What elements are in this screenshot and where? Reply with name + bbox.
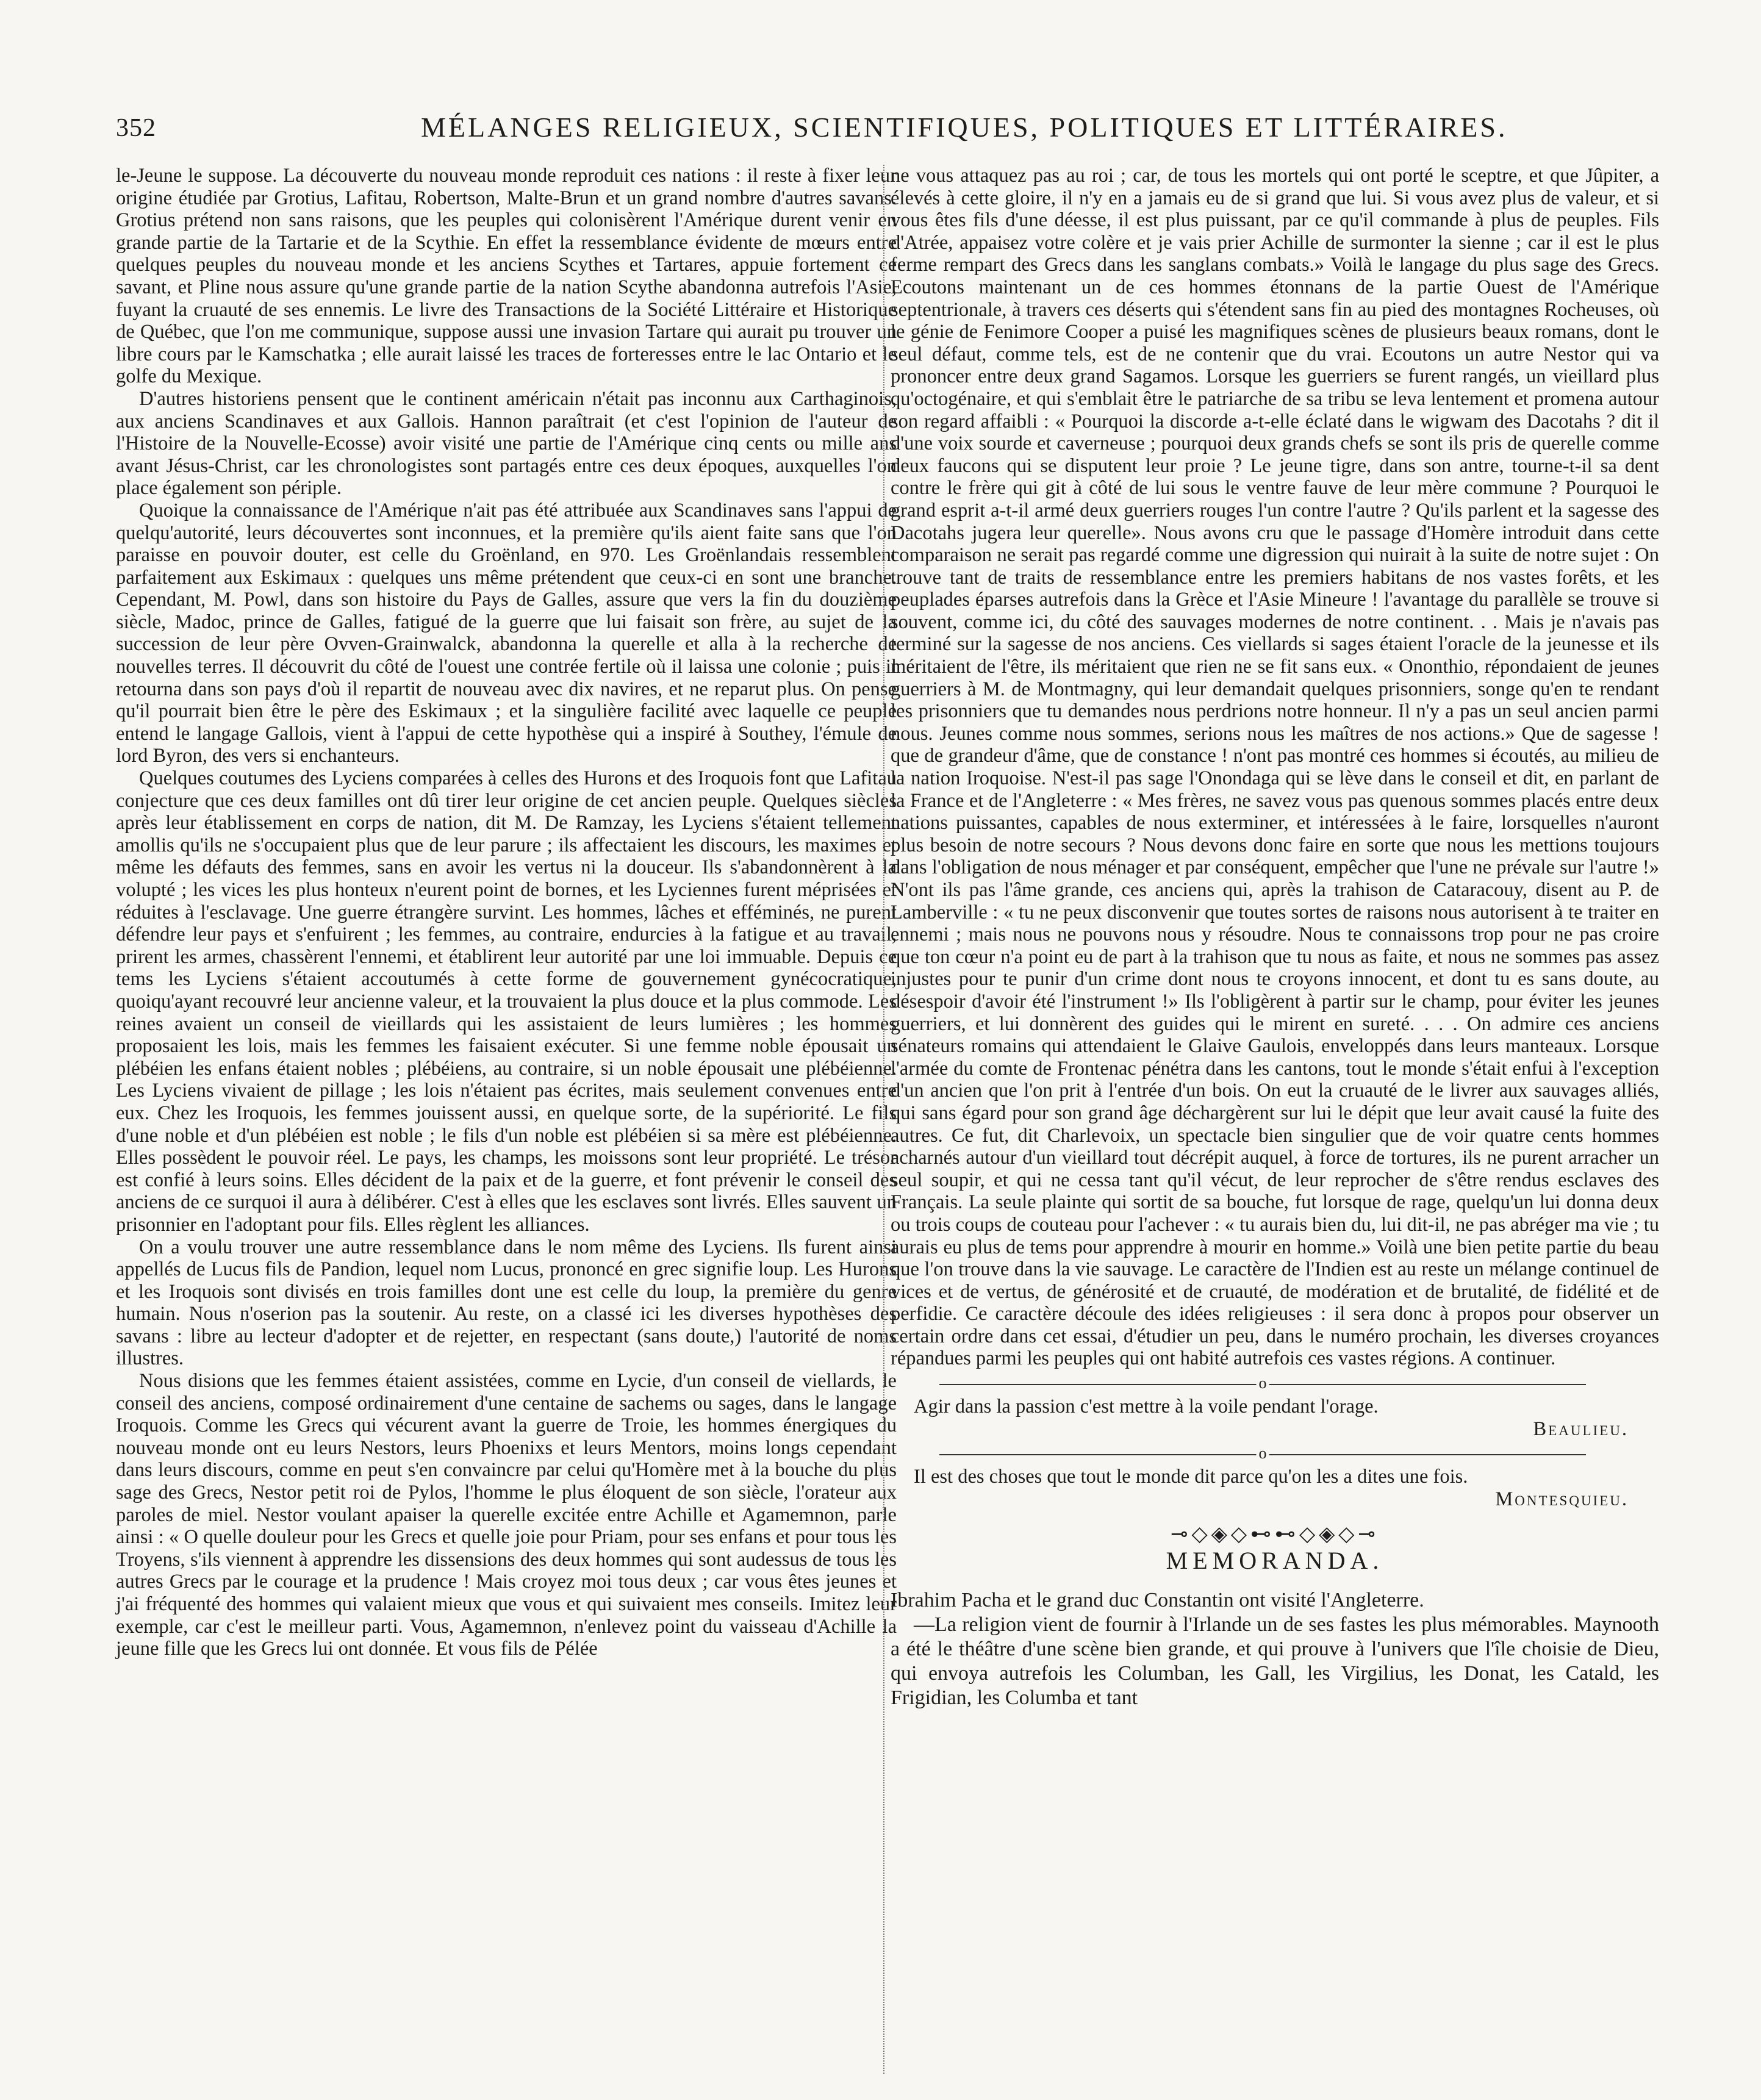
quote-text: Il est des choses que tout le monde dit parce qu'on les a dites une fois. xyxy=(914,1466,1468,1488)
quote-text: Agir dans la passion c'est mettre à la voile pendant l'orage. xyxy=(914,1396,1379,1418)
right-column xyxy=(891,165,1659,1710)
paragraph: Quelques coutumes des Lyciens comparées à celles des Hurons et des Iroquois font que Lafitau conjecture que ces deux familles ont dû tirer leur origine de cet ancien peuple. Quelques siècles après leur établissement en corps de nation, dit M. De Ramzay, les Lyciens s'étaient tellement amollis qu'ils ne s'occupaient plus que de leur parure ; ils affectaient les discours, les maximes et même les défauts des femmes, sans en avoir les vertus ni la douceur. Ils s'abandonnèrent à la volupté ; les vices les plus honteux n'eurent point de bornes, et les Lyciennes furent méprisées et réduites à l'esclavage. Une guerre étrangère survint. Les hommes, lâches et efféminés, ne purent défendre leur pays et s'enfuirent ; les femmes, au contraire, endurcies à la fatigue et au travail, prirent les armes, chassèrent l'ennemi, et établirent leur autorité par une loi immuable. Depuis ce tems les Lyciens s'étaient accoutumés à cette forme de gouvernement gynécocratique, quoiqu'ayant recouvré leur ancienne valeur, et la trouvaient la plus douce et la plus commode. Les reines avaient un conseil de vieillards qui les assistaient de leurs lumières ; les hommes proposaient les lois, mais les femmes les faisaient exécuter. Si une femme noble épousait un plébéien les enfans étaient nobles ; plébéiens, au contraire, si un noble épousait une plébéienne. Les Lyciens vivaient de pillage ; les lois n'étaient pas écrites, mais seulement convenues entre eux. Chez les Iroquois, les femmes jouissent aussi, en quelque sorte, de la supériorité. Le fils d'une noble et d'un plébéien est noble ; le fils d'un noble est plébéien si sa mère est plébéienne. Elles possèdent le pouvoir réel. Le pays, les champs, les moissons sont leur propriété. Le trésor est confié à leurs soins. Elles décident de la paix et de la guerre, et font prévenir le conseil des anciens de ce surquoi il aura à délibérer. C'est à elles que les esclaves sont livrés. Elles sauvent un prisonnier en l'adoptant pour fils. Elles règlent les alliances. xyxy=(116,767,897,1236)
column-divider xyxy=(883,165,886,2074)
section-divider: o xyxy=(939,1376,1586,1392)
section-divider: o xyxy=(939,1446,1586,1462)
section-title: MEMORANDA. xyxy=(1166,1547,1384,1575)
paragraph: Quoique la connaissance de l'Amérique n'ait pas été attribuée aux Scandinaves sans l'appui de quelqu'autorité, leurs découvertes sont inconnues, et la première qu'ils aient faite sans que l'on paraisse en pouvoir douter, est celle du Groënland, en 970. Les Groënlandais ressemblent parfaitement aux Eskimaux : quelques uns même prétendent que ceux-ci en sont une branche. Cependant, M. Powl, dans son histoire du Pays de Galles, assure que vers la fin du douzième siècle, Madoc, prince de Galles, fatigué de la guerre que lui faisait son frère, au sujet de la succession de leur père Ovven-Grainwalck, abandonna la querelle et alla à la recherche de nouvelles terres. Il découvrit du côté de l'ouest une contrée fertile où il laissa une colonie ; puis il retourna dans son pays d'où il repartit de nouveau avec dix navires, et ne reparut plus. On pense qu'il pourrait bien être le père des Eskimaux ; et la singulière facilité avec laquelle ce peuple entend le langage Gallois, vient à l'appui de cette hypothèse qui a inspiré à Southey, l'émule de lord Byron, des vers si enchanteurs. xyxy=(116,499,897,767)
running-title: MÉLANGES RELIGIEUX, SCIENTIFIQUES, POLITIQUES ET LITTÉRAIRES. xyxy=(421,112,1508,143)
paragraph: Nous disions que les femmes étaient assistées, comme en Lycie, d'un conseil de viellards, le conseil des anciens, composé ordinairement d'une centaine de sachems ou sages, dans le langage Iroquois. Comme les Grecs qui vécurent avant la guerre de Troie, les hommes énergiques du nouveau monde ont eu leurs Nestors, leurs Phoenixs et leurs Mentors, moins longs cependant dans leurs discours, comme en peut s'en convaincre par celui qu'Homère met à la bouche du plus sage des Grecs, Nestor petit roi de Pylos, l'homme le plus éloquent de son siècle, l'orateur aux paroles de miel. Nestor voulant apaiser la querelle excitée entre Achille et Agamemnon, parle ainsi : « O quelle douleur pour les Grecs et quelle joie pour Priam, pour ses enfans et pour tous les Troyens, s'ils viennent à apprendre les dissensions des deux hommes qui sont audessus de tous les autres Grecs par le courage et la prudence ! Mais croyez moi tous deux ; car vous êtes jeunes et j'ai fréquenté des hommes qui valaient mieux que vous et qui suivaient mes conseils. Imitez leur exemple, car c'est le meilleur parti. Vous, Agamemnon, n'enlevez point du vaisseau d'Achille la jeune fille que les Grecs lui ont donnée. Et vous fils de Pélée xyxy=(116,1370,897,1660)
paragraph: le-Jeune le suppose. La découverte du nouveau monde reproduit ces nations : il reste à fixer leur origine étudiée par Grotius, Lafitau, Robertson, Malte-Brun et un grand nombre d'autres savans. Grotius prétend non sans raisons, que les peuples qui colonisèrent l'Amérique durent venir en grande partie de la Tartarie et de la Scythie. En effet la ressemblance évidente de mœurs entre quelques peuples du nouveau monde et les anciens Scythes et Tartares, appuie fortement ce savant, et Pline nous assure qu'une grande partie de la nation Scythe abandonna autrefois l'Asie, fuyant la cruauté de ses ennemis. Le livre des Transactions de la Société Littéraire et Historique de Québec, que l'on me communique, suppose aussi une invasion Tartare qui aurait pu trouver un libre cours par le Kamschatka ; elle aurait laissé les traces de forteresses entre le lac Ontario et le golfe du Mexique. xyxy=(116,165,897,388)
page-number: 352 xyxy=(116,114,156,142)
quote-author: Beaulieu. xyxy=(1533,1417,1629,1440)
memoranda-item: Ibrahim Pacha et le grand duc Constantin ont visité l'Angleterre. xyxy=(891,1588,1424,1611)
memoranda-section xyxy=(891,1588,1659,1710)
paragraph: ne vous attaquez pas au roi ; car, de tous les mortels qui ont porté le sceptre, et que Jûpiter, a élevés à cette gloire, il n'y en a jamais eu de si grand que lui. Si vous avez plus de valeur, et si vous êtes fils d'une déesse, il est plus puissant, par ce qu'il commande à plus de peuples. Fils d'Atrée, appaisez votre colère et je vais prier Achille de surmonter la sienne ; car il est le plus ferme rempart des Grecs dans les sanglans combats.» Voilà le langage du plus sage des Grecs. Ecoutons maintenant un de ces hommes étonnans de la partie Ouest de l'Amérique septentrionale, à travers ces déserts qui s'étendent sans fin au pied des montagnes Rocheuses, où le génie de Fenimore Cooper a puisé les magnifiques scènes de plusieurs beaux romans, dont le seul défaut, comme tels, est de ne contenir que du vrai. Ecoutons un autre Nestor qui va prononcer entre deux grand Sagamos. Lorsque les guerriers se furent rangés, un vieillard plus qu'octogénaire, et qui s'emblait être le patriarche de sa tribu se leva lentement et promena autour son regard affaibli : « Pourquoi la discorde a-t-elle éclaté dans le wigwam des Dacotahs ? dit il d'une voix sourde et caverneuse ; pourquoi deux grands chefs se sont ils pris de querelle comme deux faucons qui se disputent leur proie ? Le jeune tigre, dans son antre, tourne-t-il sa dent contre le frère qui git à côté de lui sous le ventre fauve de leur mère commune ? Pourquoi le grand esprit a-t-il armé deux guerriers rouges l'un contre l'autre ? Qu'ils parlent et la sagesse des Dacotahs jugera leur querelle». Nous avons cru que le passage d'Homère introduit dans cette comparaison ne serait pas regardé comme une digression qui nuirait à la suite de notre sujet : On trouve tant de traits de ressemblance entre les premiers habitans de nos vastes forêts, et les peuplades éparses autrefois dans la Grèce et l'Asie Mineure ! l'avantage du parallèle se trouve si souvent, comme ici, du côté des sauvages modernes de notre continent. . . Mais je n'avais pas terminé sur la sagesse de nos anciens. Ces viellards si sages étaient l'oracle de la jeunesse et ils méritaient de l'être, ils méritaient que rien ne se fit sans eux. « Ononthio, répondaient de jeunes guerriers à M. de Montmagny, qui leur demandait quelques prisonniers, songe qu'en te rendant les prisonniers que tu demandes nous perdrions notre honneur. Il n'y a pas un seul ancien parmi nous. Jeunes comme nous sommes, serions nous les maîtres de nos actions.» Que de sagesse ! que de grandeur d'âme, que de constance ! n'ont pas montré ces hommes si écoutés, au milieu de la nation Iroquoise. N'est-il pas sage l'Onondaga qui se lève dans le conseil et dit, en parlant de la France et de l'Angleterre : « Mes frères, ne savez vous pas quenous sommes placés entre deux nations puissantes, capables de nous exterminer, et intéressées à le faire, lorsquelles n'auront plus besoin de notre secours ? Nous devons donc faire en sorte que nous les mettions toujours dans l'obligation de nous ménager et par conséquent, empêcher que l'une ne prévale sur l'autre !» N'ont ils pas l'âme grande, ces anciens qui, après la trahison de Cataracouy, disent au P. de Lamberville : « tu ne peux disconvenir que toutes sortes de raisons nous autorisent à te traiter en ennemi ; mais nous ne pouvons nous y résoudre. Nous te connaissons trop pour ne pas croire que ton cœur n'a point eu de part à la trahison que tu nous as faite, et nous ne sommes pas assez injustes pour te punir d'un crime dont nous te croyons innocent, et dont tu es sans doute, au désespoir d'avoir été l'instrument !» Ils l'obligèrent à partir sur le champ, pour éviter les jeunes guerriers, et lui donnèrent des guides qui le mirent en sureté. . . . On admire ces anciens sénateurs romains qui attendaient le Glaive Gaulois, enveloppés dans leurs manteaux. Lorsque l'armée du comte de Frontenac pénétra dans les cantons, tout le monde s'était enfui à l'exception d'un ancien que l'on prit à l'entrée d'un bois. On eut la cruauté de le livrer aux sauvages alliés, qui sans égard pour son grand âge déchargèrent sur lui le dépit que leur avait causé la fuite des autres. Ce fut, dit Charlevoix, un spectacle bien singulier que de voir quatre cents hommes acharnés autour d'un vieillard tout décrépit auquel, à force de tortures, ils ne purent arracher un seul soupir, et qui ne cessa tant qu'il vécut, de leur reprocher de s'être rendus esclaves des Français. La seule plainte qui sortit de sa bouche, fut lorsque de rage, quelqu'un lui donna deux ou trois coups de couteau pour l'achever : « tu aurais bien du, lui dit-il, ne pas abréger ma vie ; tu aurais eu plus de tems pour apprendre à mourir en homme.» Voilà une bien petite partie du beau que l'on trouve dans la vie sauvage. Le caractère de l'Indien est au reste un mélange continuel de vices et de vertus, de générosité et de cruauté, de modération et de brutalité, de fidélité et de perfidie. Ce caractère découle des idées religieuses : il sera donc à propos pour observer un certain ordre dans cet essai, d'étudier un peu, dans le numéro prochain, les diverses croyances répandues parmi les peuples qui ont habité autrefois ces vastes régions. A continuer. xyxy=(891,165,1659,1370)
paragraph: On a voulu trouver une autre ressemblance dans le nom même des Lyciens. Ils furent ainsi appellés de Lucus fils de Pandion, lequel nom Lucus, prononcé en grec signifie loup. Les Hurons et les Iroquois sont divisés en trois familles dont une est celle du loup, la première du genre humain. Nous n'oserion pas la soutenir. Au reste, on a classé ici les diverses hypothèses des savans : libre au lecteur d'adopter et de rejetter, en respectant (sans doute,) l'autorité de noms illustres. xyxy=(116,1236,897,1370)
paragraph: D'autres historiens pensent que le continent américain n'était pas inconnu aux Carthaginois, aux anciens Scandinaves et aux Gallois. Hannon paraîtrait (et c'est l'opinion de l'auteur de l'Histoire de la Nouvelle-Ecosse) avoir visité une partie de l'Amérique cinq cents ou mille ans avant Jésus-Christ, car les chronologistes sont partagés entre ces deux époques, auxquelles l'on place également son périple. xyxy=(116,387,897,500)
left-column xyxy=(116,165,897,1660)
quote-author: Montesquieu. xyxy=(1495,1488,1629,1510)
page-header xyxy=(116,109,1647,151)
ornament-divider: ⊸◇◈◇⊷⊷◇◈◇⊸ xyxy=(1171,1523,1379,1546)
memoranda-item: —La religion vient de fournir à l'Irlande un de ses fastes les plus mémorables. Maynooth a été le théâtre d'une scène bien grande, et qui prouve à l'univers que l'île choisie de Dieu, qui envoya autrefois les Columban, les Gall, les Virgilius, les Donat, les Catald, les Frigidian, les Columba et tant xyxy=(891,1613,1659,1709)
